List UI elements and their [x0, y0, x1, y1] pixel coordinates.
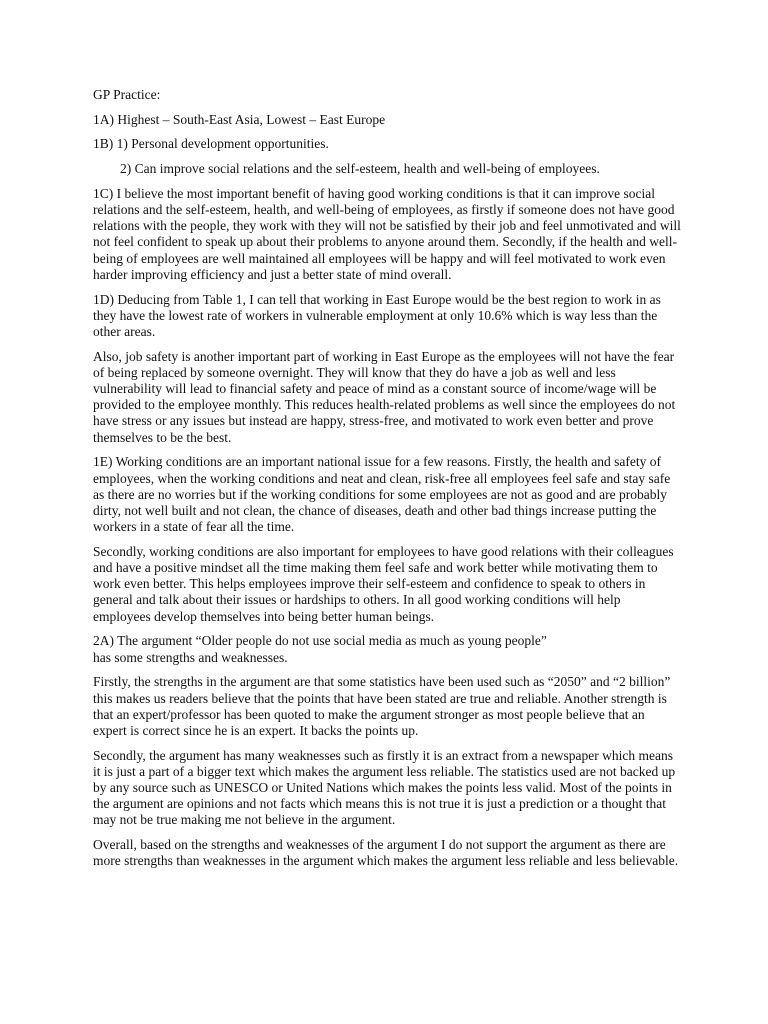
answer-2a-strengths: Firstly, the strengths in the argument are that some statistics have been used such as “2050” and “2 billion” this makes us readers believe that the points that have been stated are true and reliable. Another strength is that an expert/professor has been quoted to make the argument stronger as most people believe that an expert is correct since he is an expert. It backs the points up.: [93, 674, 671, 738]
answer-2a-intro: [93, 633, 681, 665]
answer-1d-continuation: Also, job safety is another important part of working in East Europe as the employees will not have the fear of being replaced by someone overnight. They will know that they do have a job as well and less vulnerability will lead to financial safety and peace of mind as a constant source of income/wage will be provided to the employee monthly. This reduces health-related problems as well since the employees do not have stress or any issues but instead are happy, stress-free, and motivated to work even better and prove themselves to be the best.: [93, 348, 676, 445]
answer-1b-item-2: 2) Can improve social relations and the self-esteem, health and well-being of employees.: [120, 161, 600, 177]
answer-1d: 1D) Deducing from Table 1, I can tell that working in East Europe would be the best region to work in as they have the lowest rate of workers in vulnerable employment at only 10.6% which is way less than the other areas.: [93, 291, 661, 339]
answer-1e: 1E) Working conditions are an important national issue for a few reasons. Firstly, the health and safety of employees, when the working conditions and neat and clean, risk-free all employees feel safe and stay safe as there are no worries but if the working conditions for some employees are not as good and are probably dirty, not well built and not clean, the chance of diseases, death and other bad things increase putting the workers in a state of fear all the time.: [93, 454, 671, 535]
answer-2a-weaknesses: Secondly, the argument has many weaknesses such as firstly it is an extract from a newspaper which means it is just a part of a bigger text which makes the argument less reliable. The statistics used are not backed up by any source such as UNESCO or United Nations which makes the points less valid. Most of the points in the argument are opinions and not facts which means this is not true it is just a prediction or a thought that may not be true making me not believe in the argument.: [93, 747, 676, 828]
answer-2a-conclusion: Overall, based on the strengths and weaknesses of the argument I do not support the argument as there are more strengths than weaknesses in the argument which makes the argument less reliable and less believable.: [93, 837, 679, 869]
answer-1c: 1C) I believe the most important benefit of having good working conditions is that it can improve social relations and the self-esteem, health, and well-being of employees, as firstly if someone does not have good relations with the people, they work with they will not be satisfied by their job and feel unmotivated and will not feel confident to speak up about their problems to anyone around them. Secondly, if the health and well-being of employees are well maintained all employees will be happy and will feel motivated to work even harder improving efficiency and just a better state of mind overall.: [93, 185, 681, 282]
answer-1e-continuation: Secondly, working conditions are also important for employees to have good relations with their colleagues and have a positive mindset all the time making them feel safe and work better while motivating them to work even better. This helps employees improve their self-esteem and confidence to speak to others in general and talk about their issues or hardships to others. In all good working conditions will help employees develop themselves into being better human beings.: [93, 543, 674, 624]
document-body: [93, 87, 681, 878]
answer-2a-intro-line-2: has some strengths and weaknesses.: [93, 649, 288, 665]
answer-2a-intro-line-1: 2A) The argument “Older people do not use social media as much as young people”: [93, 633, 547, 649]
document-heading: GP Practice:: [93, 87, 161, 102]
answer-1b-item-1: 1B) 1) Personal development opportunities.: [93, 136, 329, 152]
answer-1a: 1A) Highest – South-East Asia, Lowest – East Europe: [93, 111, 386, 127]
